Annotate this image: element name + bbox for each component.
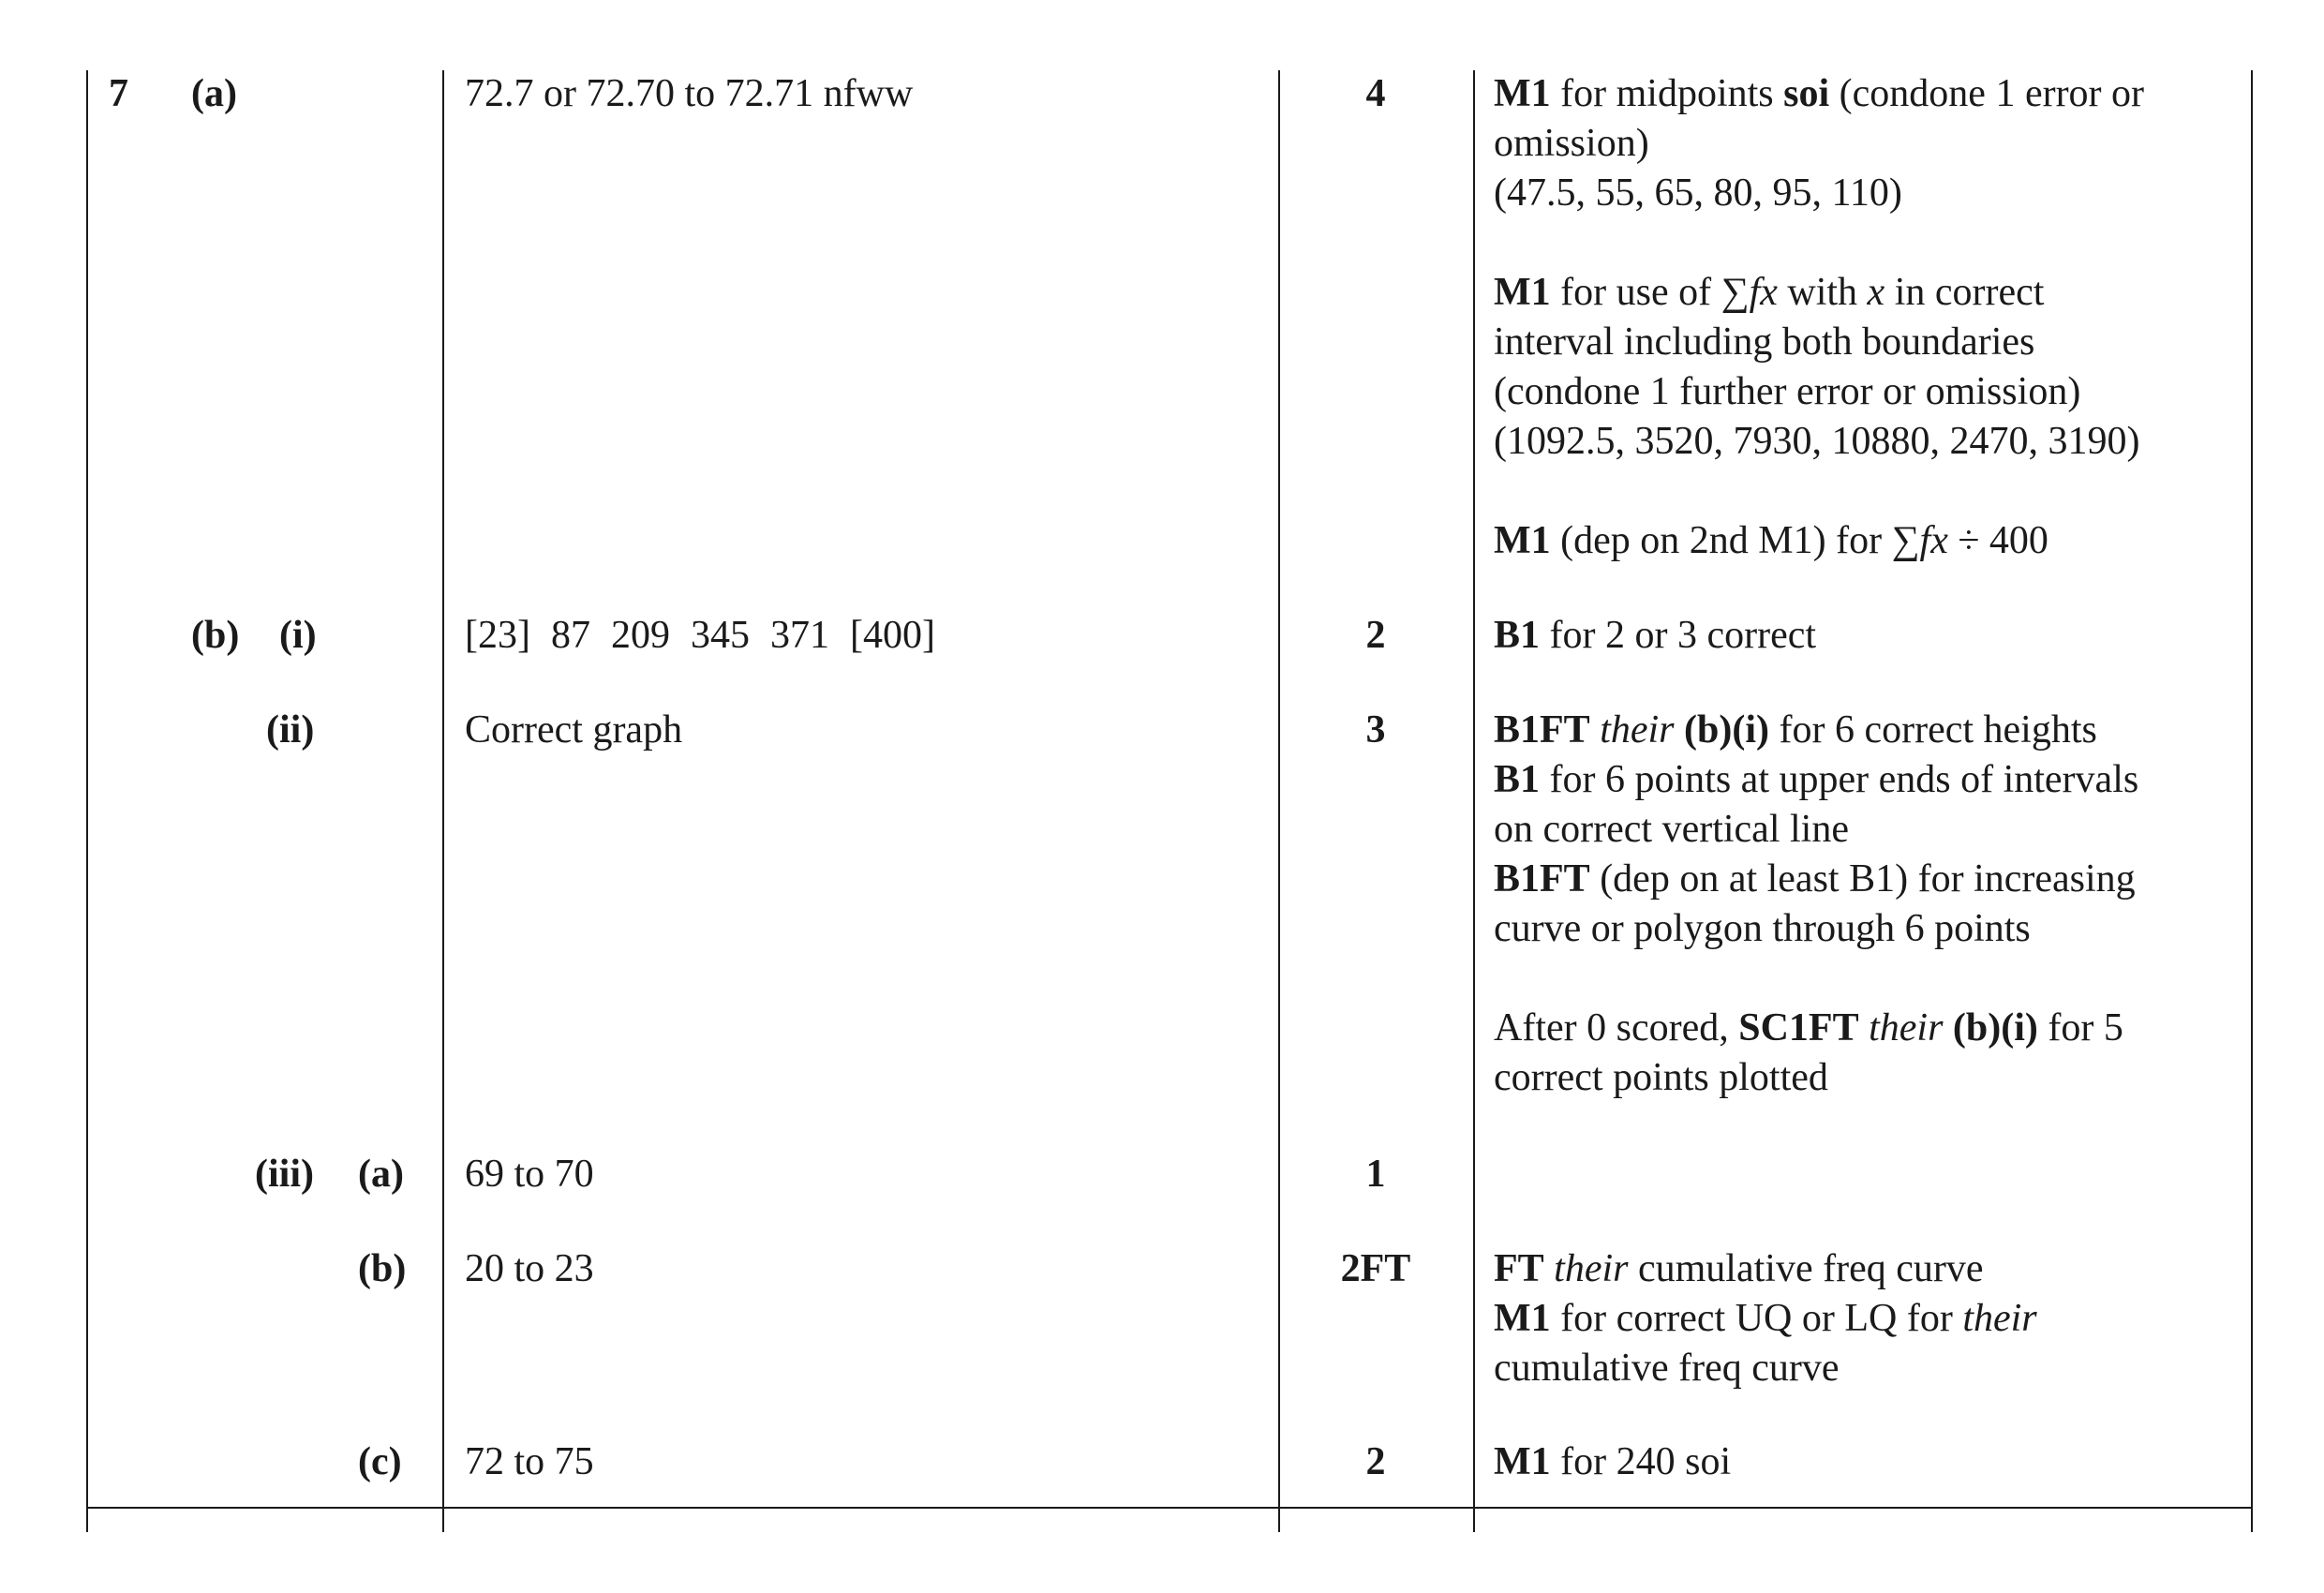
answer-7b-iii-b: 20 to 23 xyxy=(465,1247,594,1290)
guidance-7b-i: B1 for 2 or 3 correct xyxy=(1494,614,1817,657)
mark-7b-iii-a: 1 xyxy=(1365,1153,1386,1196)
sub-label-b-i: (i) xyxy=(279,614,317,657)
column-divider-answer xyxy=(442,70,444,1532)
table-bottom-rule xyxy=(86,1507,2253,1509)
answer-7b-iii-a: 69 to 70 xyxy=(465,1153,594,1196)
guidance-7c: M1 for 240 soi xyxy=(1494,1440,1732,1483)
part-label-a: (a) xyxy=(191,72,237,115)
mark-7c: 2 xyxy=(1365,1440,1386,1483)
part-label-c: (c) xyxy=(358,1440,402,1483)
answer-7c: 72 to 75 xyxy=(465,1440,594,1483)
sub-label-b-ii: (ii) xyxy=(266,708,315,752)
column-divider-guidance xyxy=(1473,70,1475,1532)
answer-7b-i: [23] 87 209 345 371 [400] xyxy=(465,614,935,657)
table-border-right xyxy=(2251,70,2253,1532)
mark-7a: 4 xyxy=(1365,72,1386,115)
table-border-left xyxy=(86,70,88,1532)
guidance-7b-ii: B1FT their (b)(i) for 6 correct heights B1 for 6 points at upper ends of intervals on correct vertical line B1FT (dep on at least B1) for increasing curve or polygon through 6 points After 0 scored, SC1FT their (b)(i) for 5 correct points plotted xyxy=(1494,708,2139,1099)
sub-label-b-iii: (iii) xyxy=(255,1153,314,1196)
mark-7b-i: 2 xyxy=(1365,614,1386,657)
subsub-label-iii-a: (a) xyxy=(358,1153,404,1196)
question-number: 7 xyxy=(109,72,128,115)
subsub-label-iii-b: (b) xyxy=(358,1247,407,1290)
answer-7a: 72.7 or 72.70 to 72.71 nfww xyxy=(465,72,914,115)
part-label-b: (b) xyxy=(191,614,240,657)
guidance-7b-iii-b: FT their cumulative freq curve M1 for correct UQ or LQ for their cumulative freq curve xyxy=(1494,1247,2037,1390)
guidance-7a: M1 for midpoints soi (condone 1 error or omission) (47.5, 55, 65, 80, 95, 110) M1 for use of ∑fx with x in correct interval including both boundaries (condone 1 further error or omission) (1092.5, 3520, 7930, 10880, 2470, 3190) M1 (dep on 2nd M1) for ∑fx ÷ 400 xyxy=(1494,72,2145,562)
column-divider-marks xyxy=(1278,70,1280,1532)
mark-7b-ii: 3 xyxy=(1365,708,1386,752)
answer-7b-ii: Correct graph xyxy=(465,708,683,752)
mark-7b-iii-b: 2FT xyxy=(1340,1247,1411,1290)
